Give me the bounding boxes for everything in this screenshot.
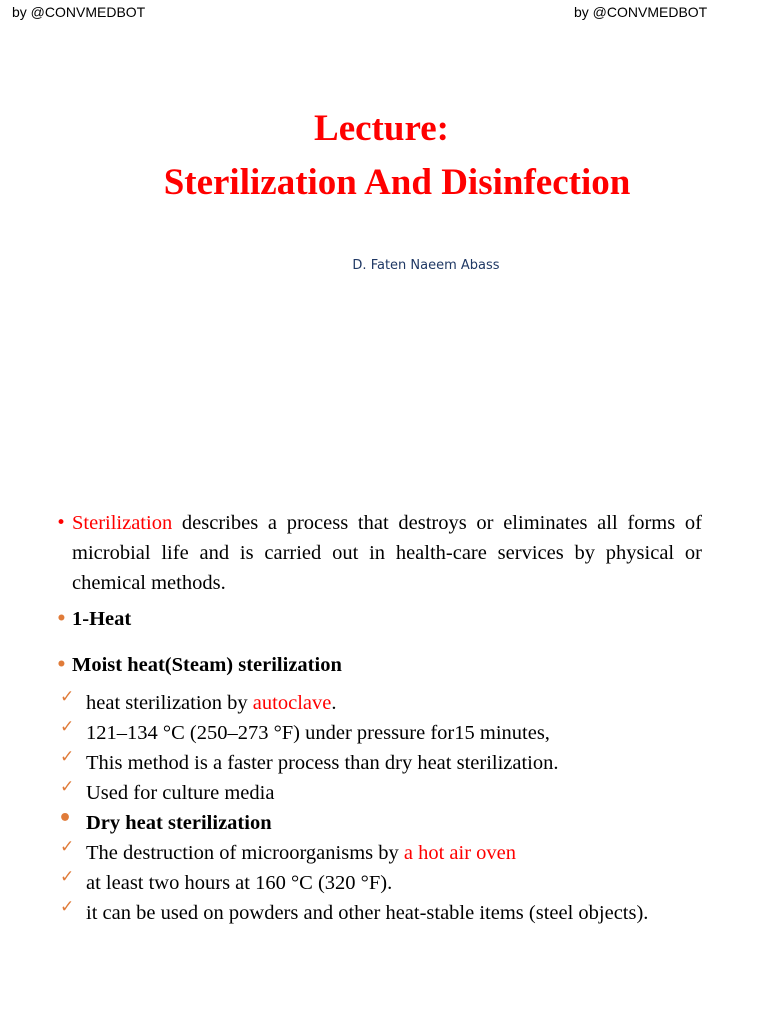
bullet-dot-icon: •	[56, 513, 67, 533]
checkmark-icon: ✓	[60, 717, 75, 737]
checkmark-icon: ✓	[60, 687, 75, 707]
title-line-topic: Sterilization And Disinfection	[163, 162, 631, 203]
checkmark-icon: ✓	[60, 867, 75, 887]
list-item	[56, 748, 702, 778]
heading-dry-heat-text: Dry heat sterilization	[86, 812, 272, 834]
watermark-left: by @CONVMEDBOT	[12, 4, 146, 20]
intro-paragraph	[56, 508, 702, 598]
lecture-content	[56, 508, 702, 925]
checkmark-icon: ✓	[60, 837, 75, 857]
checkmark-icon: ✓	[60, 777, 75, 797]
bullet-dot-icon: •	[56, 609, 67, 629]
intro-text: describes a process that destroys or eliminates all forms of microbial life and is carried out in health-care services by physical or chemical methods.	[72, 512, 702, 594]
dry-item-3: it can be used on powders and other heat-stable items (steel objects).	[86, 902, 649, 924]
moist-item-3: This method is a faster process than dry heat sterilization.	[86, 752, 559, 774]
dry-item-1-prefix: The destruction of microorganisms by	[86, 842, 404, 864]
dry-item-2: at least two hours at 160 °C (320 °F).	[86, 872, 393, 894]
dry-item-1-highlight: a hot air oven	[403, 842, 517, 864]
page-title	[0, 104, 768, 212]
list-item	[56, 868, 702, 898]
moist-item-4: Used for culture media	[86, 782, 275, 804]
heading-moist-heat-text: Moist heat(Steam) sterilization	[72, 654, 342, 676]
moist-item-1-suffix: .	[331, 692, 337, 714]
list-item	[56, 718, 702, 748]
list-item	[56, 778, 702, 808]
list-item	[56, 688, 702, 718]
author-name: D. Faten Naeem Abass	[352, 258, 500, 273]
title-line-lecture: Lecture:	[314, 108, 449, 149]
checkmark-icon: ✓	[60, 747, 75, 767]
bullet-dot-icon: •	[56, 655, 67, 675]
intro-term: Sterilization	[72, 512, 173, 534]
list-item	[56, 838, 702, 868]
heading-heat	[56, 604, 702, 634]
heading-moist-heat	[56, 650, 702, 680]
watermark-right: by @CONVMEDBOT	[574, 4, 708, 20]
heading-heat-text: 1-Heat	[72, 608, 132, 630]
bullet-dot-icon: •	[58, 806, 73, 831]
moist-item-2: 121–134 °C (250–273 °F) under pressure for15 minutes,	[86, 722, 550, 744]
heading-dry-heat	[56, 808, 702, 838]
checkmark-icon: ✓	[60, 897, 75, 917]
moist-item-1-prefix: heat sterilization by	[86, 692, 253, 714]
list-item	[56, 898, 702, 925]
moist-item-1-highlight: autoclave	[252, 692, 332, 714]
